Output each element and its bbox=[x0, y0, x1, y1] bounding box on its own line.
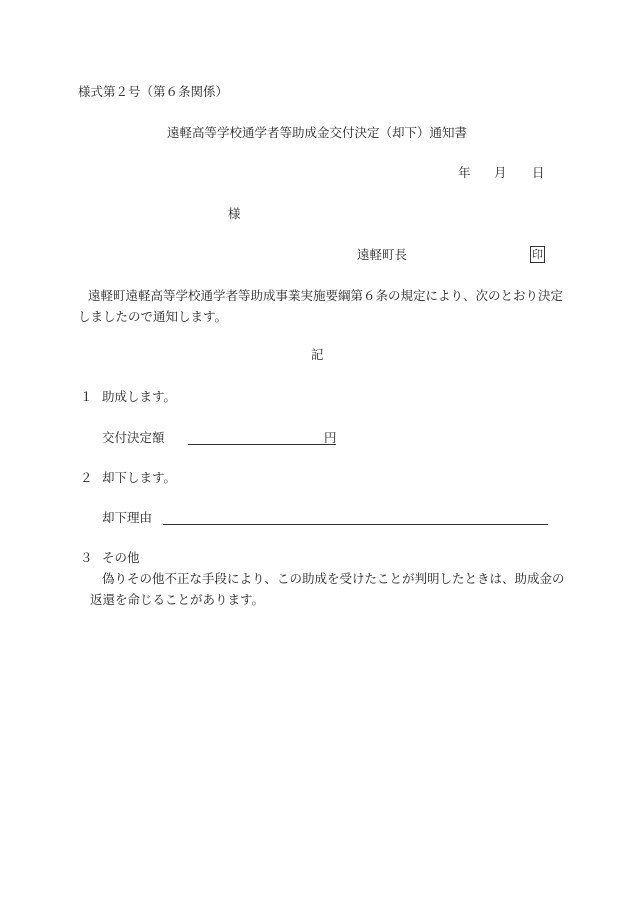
ki-heading: 記 bbox=[311, 347, 324, 362]
date-month: 月 bbox=[494, 165, 507, 180]
recipient-suffix: 様 bbox=[228, 206, 241, 221]
item-1-text: 助成します。 bbox=[102, 389, 177, 404]
intro-line-2: しましたので通知します。 bbox=[78, 309, 228, 324]
item-3-body-line-1: 偽りその他不正な手段により、この助成を受けたことが判明したときは、助成金の bbox=[102, 571, 565, 586]
document-title: 遠軽高等学校通学者等助成金交付決定（却下）通知書 bbox=[167, 125, 468, 140]
reason-underline bbox=[163, 524, 548, 525]
item-3-body-line-2: 返還を命じることがあります。 bbox=[90, 592, 265, 607]
amount-underline bbox=[188, 444, 336, 445]
amount-unit: 円 bbox=[324, 430, 337, 445]
item-1-number: １ bbox=[80, 389, 93, 404]
date-day: 日 bbox=[532, 165, 545, 180]
amount-label: 交付決定額 bbox=[102, 430, 165, 445]
item-2-text: 却下します。 bbox=[102, 470, 177, 485]
date-year: 年 bbox=[458, 165, 471, 180]
item-3-text: その他 bbox=[102, 550, 140, 565]
item-2-number: ２ bbox=[80, 470, 93, 485]
reason-label: 却下理由 bbox=[102, 510, 153, 525]
issuer-name: 遠軽町長 bbox=[357, 247, 408, 262]
intro-line-1: 遠軽町遠軽高等学校通学者等助成事業実施要綱第６条の規定により、次のとおり決定 bbox=[88, 288, 564, 303]
form-number: 様式第２号（第６条関係） bbox=[78, 84, 229, 99]
seal-mark: 印 bbox=[532, 248, 543, 261]
item-3-number: ３ bbox=[80, 550, 93, 565]
